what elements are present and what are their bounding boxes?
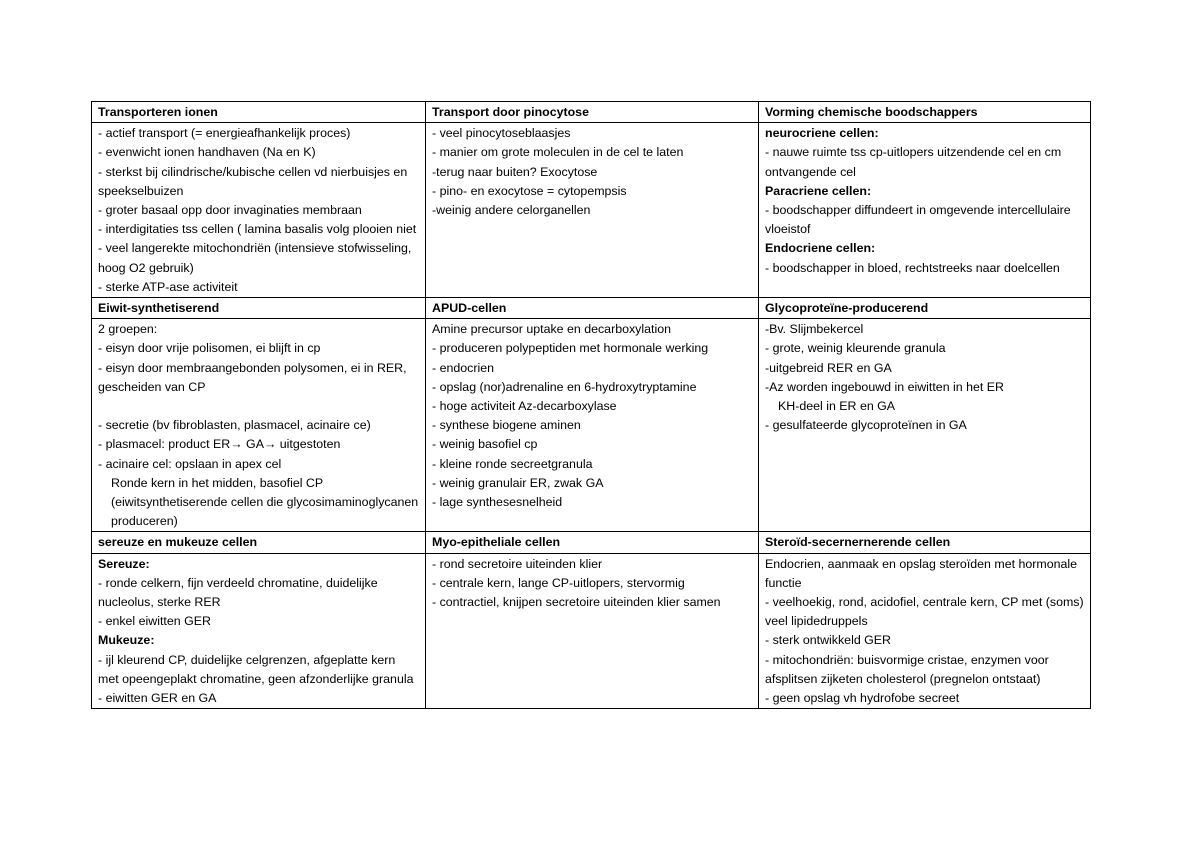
content-cell bbox=[759, 553, 1091, 709]
text-line: - gesulfateerde glycoproteïnen in GA bbox=[765, 418, 967, 433]
text-line: - groter basaal opp door invaginaties membraan bbox=[98, 203, 362, 218]
text-line: -Bv. Slijmbekercel bbox=[765, 322, 864, 337]
table-body bbox=[92, 102, 1091, 709]
text-line: - lage synthesesnelheid bbox=[432, 495, 563, 510]
text-line: - ronde celkern, fijn verdeeld chromatine, duidelijke nucleolus, sterke RER bbox=[98, 575, 378, 610]
text-line: -uitgebreid RER en GA bbox=[765, 360, 892, 375]
text-line: - synthese biogene aminen bbox=[432, 418, 581, 433]
text-line: -Az worden ingebouwd in eiwitten in het ER bbox=[765, 379, 1004, 394]
content-cell bbox=[92, 553, 426, 709]
section-heading: sereuze en mukeuze cellen bbox=[92, 532, 426, 553]
text-line: - sterke ATP-ase activiteit bbox=[98, 279, 238, 294]
text-line: - mitochondriën: buisvormige cristae, enzymen voor afsplitsen zijketen cholesterol (pregnelon ontstaat) bbox=[765, 652, 1049, 686]
text-line: - ijl kleurend CP, duidelijke celgrenzen, afgeplatte kern met opeengeplakt chromatine, geen afzonderlijke granula bbox=[98, 652, 414, 686]
section-heading: Eiwit-synthetiserend bbox=[92, 298, 426, 319]
text-line: - veelhoekig, rond, acidofiel, centrale kern, CP met (soms) veel lipidedruppels bbox=[765, 595, 1084, 629]
text-line: - centrale kern, lange CP-uitlopers, stervormig bbox=[432, 575, 685, 590]
section-heading: APUD-cellen bbox=[426, 298, 759, 319]
header-row bbox=[92, 298, 1091, 319]
subheading: neurocriene cellen: bbox=[765, 126, 879, 141]
content-cell bbox=[426, 319, 759, 532]
text-line: - evenwicht ionen handhaven (Na en K) bbox=[98, 145, 316, 160]
content-cell bbox=[759, 123, 1091, 298]
section-heading: Transport door pinocytose bbox=[426, 102, 759, 123]
text-line: - acinaire cel: opslaan in apex cel bbox=[98, 456, 282, 471]
text-line: - weinig basofiel cp bbox=[432, 437, 538, 452]
text-line: - hoge activiteit Az-decarboxylase bbox=[432, 399, 617, 414]
text-line: - endocrien bbox=[432, 360, 494, 375]
text-line: - contractiel, knijpen secretoire uiteinden klier samen bbox=[432, 595, 721, 610]
subheading: Sereuze: bbox=[98, 556, 150, 571]
notes-table bbox=[91, 101, 1091, 709]
text-line: -weinig andere celorganellen bbox=[432, 203, 591, 218]
text-line: - boodschapper diffundeert in omgevende intercellulaire vloeistof bbox=[765, 203, 1071, 237]
text-line: - eiwitten GER en GA bbox=[98, 691, 217, 706]
text-line: - geen opslag vh hydrofobe secreet bbox=[765, 691, 960, 706]
header-row bbox=[92, 532, 1091, 553]
text-line: - veel pinocytoseblaasjes bbox=[432, 126, 571, 141]
text-line: KH-deel in ER en GA bbox=[778, 399, 896, 414]
subheading: Mukeuze: bbox=[98, 633, 155, 648]
header-row bbox=[92, 102, 1091, 123]
section-heading: Myo-epitheliale cellen bbox=[426, 532, 759, 553]
text-line: - kleine ronde secreetgranula bbox=[432, 456, 593, 471]
subheading: Paracriene cellen: bbox=[765, 183, 872, 198]
text-line: - sterkst bij cilindrische/kubische cellen vd nierbuisjes en speekselbuizen bbox=[98, 164, 408, 198]
text-line: - veel langerekte mitochondriën (intensieve stofwisseling, hoog O2 gebruik) bbox=[98, 241, 412, 275]
text-line: Ronde kern in het midden, basofiel CP bbox=[111, 475, 324, 490]
content-cell bbox=[759, 319, 1091, 532]
text-line: - rond secretoire uiteinden klier bbox=[432, 556, 603, 571]
text-line: (eiwitsynthetiserende cellen die glycosimaminoglycanen produceren) bbox=[111, 495, 419, 529]
text-line: 2 groepen: bbox=[98, 322, 158, 337]
content-cell bbox=[426, 123, 759, 298]
text-line: - opslag (nor)adrenaline en 6-hydroxytryptamine bbox=[432, 379, 697, 394]
text-line: - secretie (bv fibroblasten, plasmacel, acinaire ce) bbox=[98, 418, 371, 433]
text-line: - nauwe ruimte tss cp-uitlopers uitzendende cel en cm ontvangende cel bbox=[765, 145, 1062, 179]
text-line: Endocrien, aanmaak en opslag steroïden met hormonale functie bbox=[765, 556, 1078, 590]
content-cell bbox=[426, 553, 759, 709]
text-line: -terug naar buiten? Exocytose bbox=[432, 164, 598, 179]
text-line: - produceren polypeptiden met hormonale werking bbox=[432, 341, 709, 356]
text-line: - interdigitaties tss cellen ( lamina basalis volg plooien niet bbox=[98, 222, 417, 237]
subheading: Endocriene cellen: bbox=[765, 241, 876, 256]
text-line: - weinig granulair ER, zwak GA bbox=[432, 475, 604, 490]
text-line: Amine precursor uptake en decarboxylation bbox=[432, 322, 671, 337]
section-heading: Vorming chemische boodschappers bbox=[759, 102, 1091, 123]
text-line: - plasmacel: product ER→ GA→ uitgestoten bbox=[98, 437, 341, 452]
text-line: - grote, weinig kleurende granula bbox=[765, 341, 946, 356]
text-line bbox=[98, 397, 419, 416]
text-line: - actief transport (= energieafhankelijk proces) bbox=[98, 126, 351, 141]
section-heading: Steroïd-secernernerende cellen bbox=[759, 532, 1091, 553]
text-line: - sterk ontwikkeld GER bbox=[765, 633, 892, 648]
text-line: - eisyn door vrije polisomen, ei blijft in cp bbox=[98, 341, 321, 356]
content-row bbox=[92, 319, 1091, 532]
content-cell bbox=[92, 319, 426, 532]
content-cell bbox=[92, 123, 426, 298]
text-line: - manier om grote moleculen in de cel te laten bbox=[432, 145, 684, 160]
content-row bbox=[92, 123, 1091, 298]
section-heading: Transporteren ionen bbox=[92, 102, 426, 123]
text-line: - boodschapper in bloed, rechtstreeks naar doelcellen bbox=[765, 260, 1060, 275]
text-line: - enkel eiwitten GER bbox=[98, 614, 211, 629]
section-heading: Glycoproteïne-producerend bbox=[759, 298, 1091, 319]
text-line: - eisyn door membraangebonden polysomen, ei in RER, gescheiden van CP bbox=[98, 360, 407, 394]
content-row bbox=[92, 553, 1091, 709]
text-line: - pino- en exocytose = cytopempsis bbox=[432, 183, 627, 198]
